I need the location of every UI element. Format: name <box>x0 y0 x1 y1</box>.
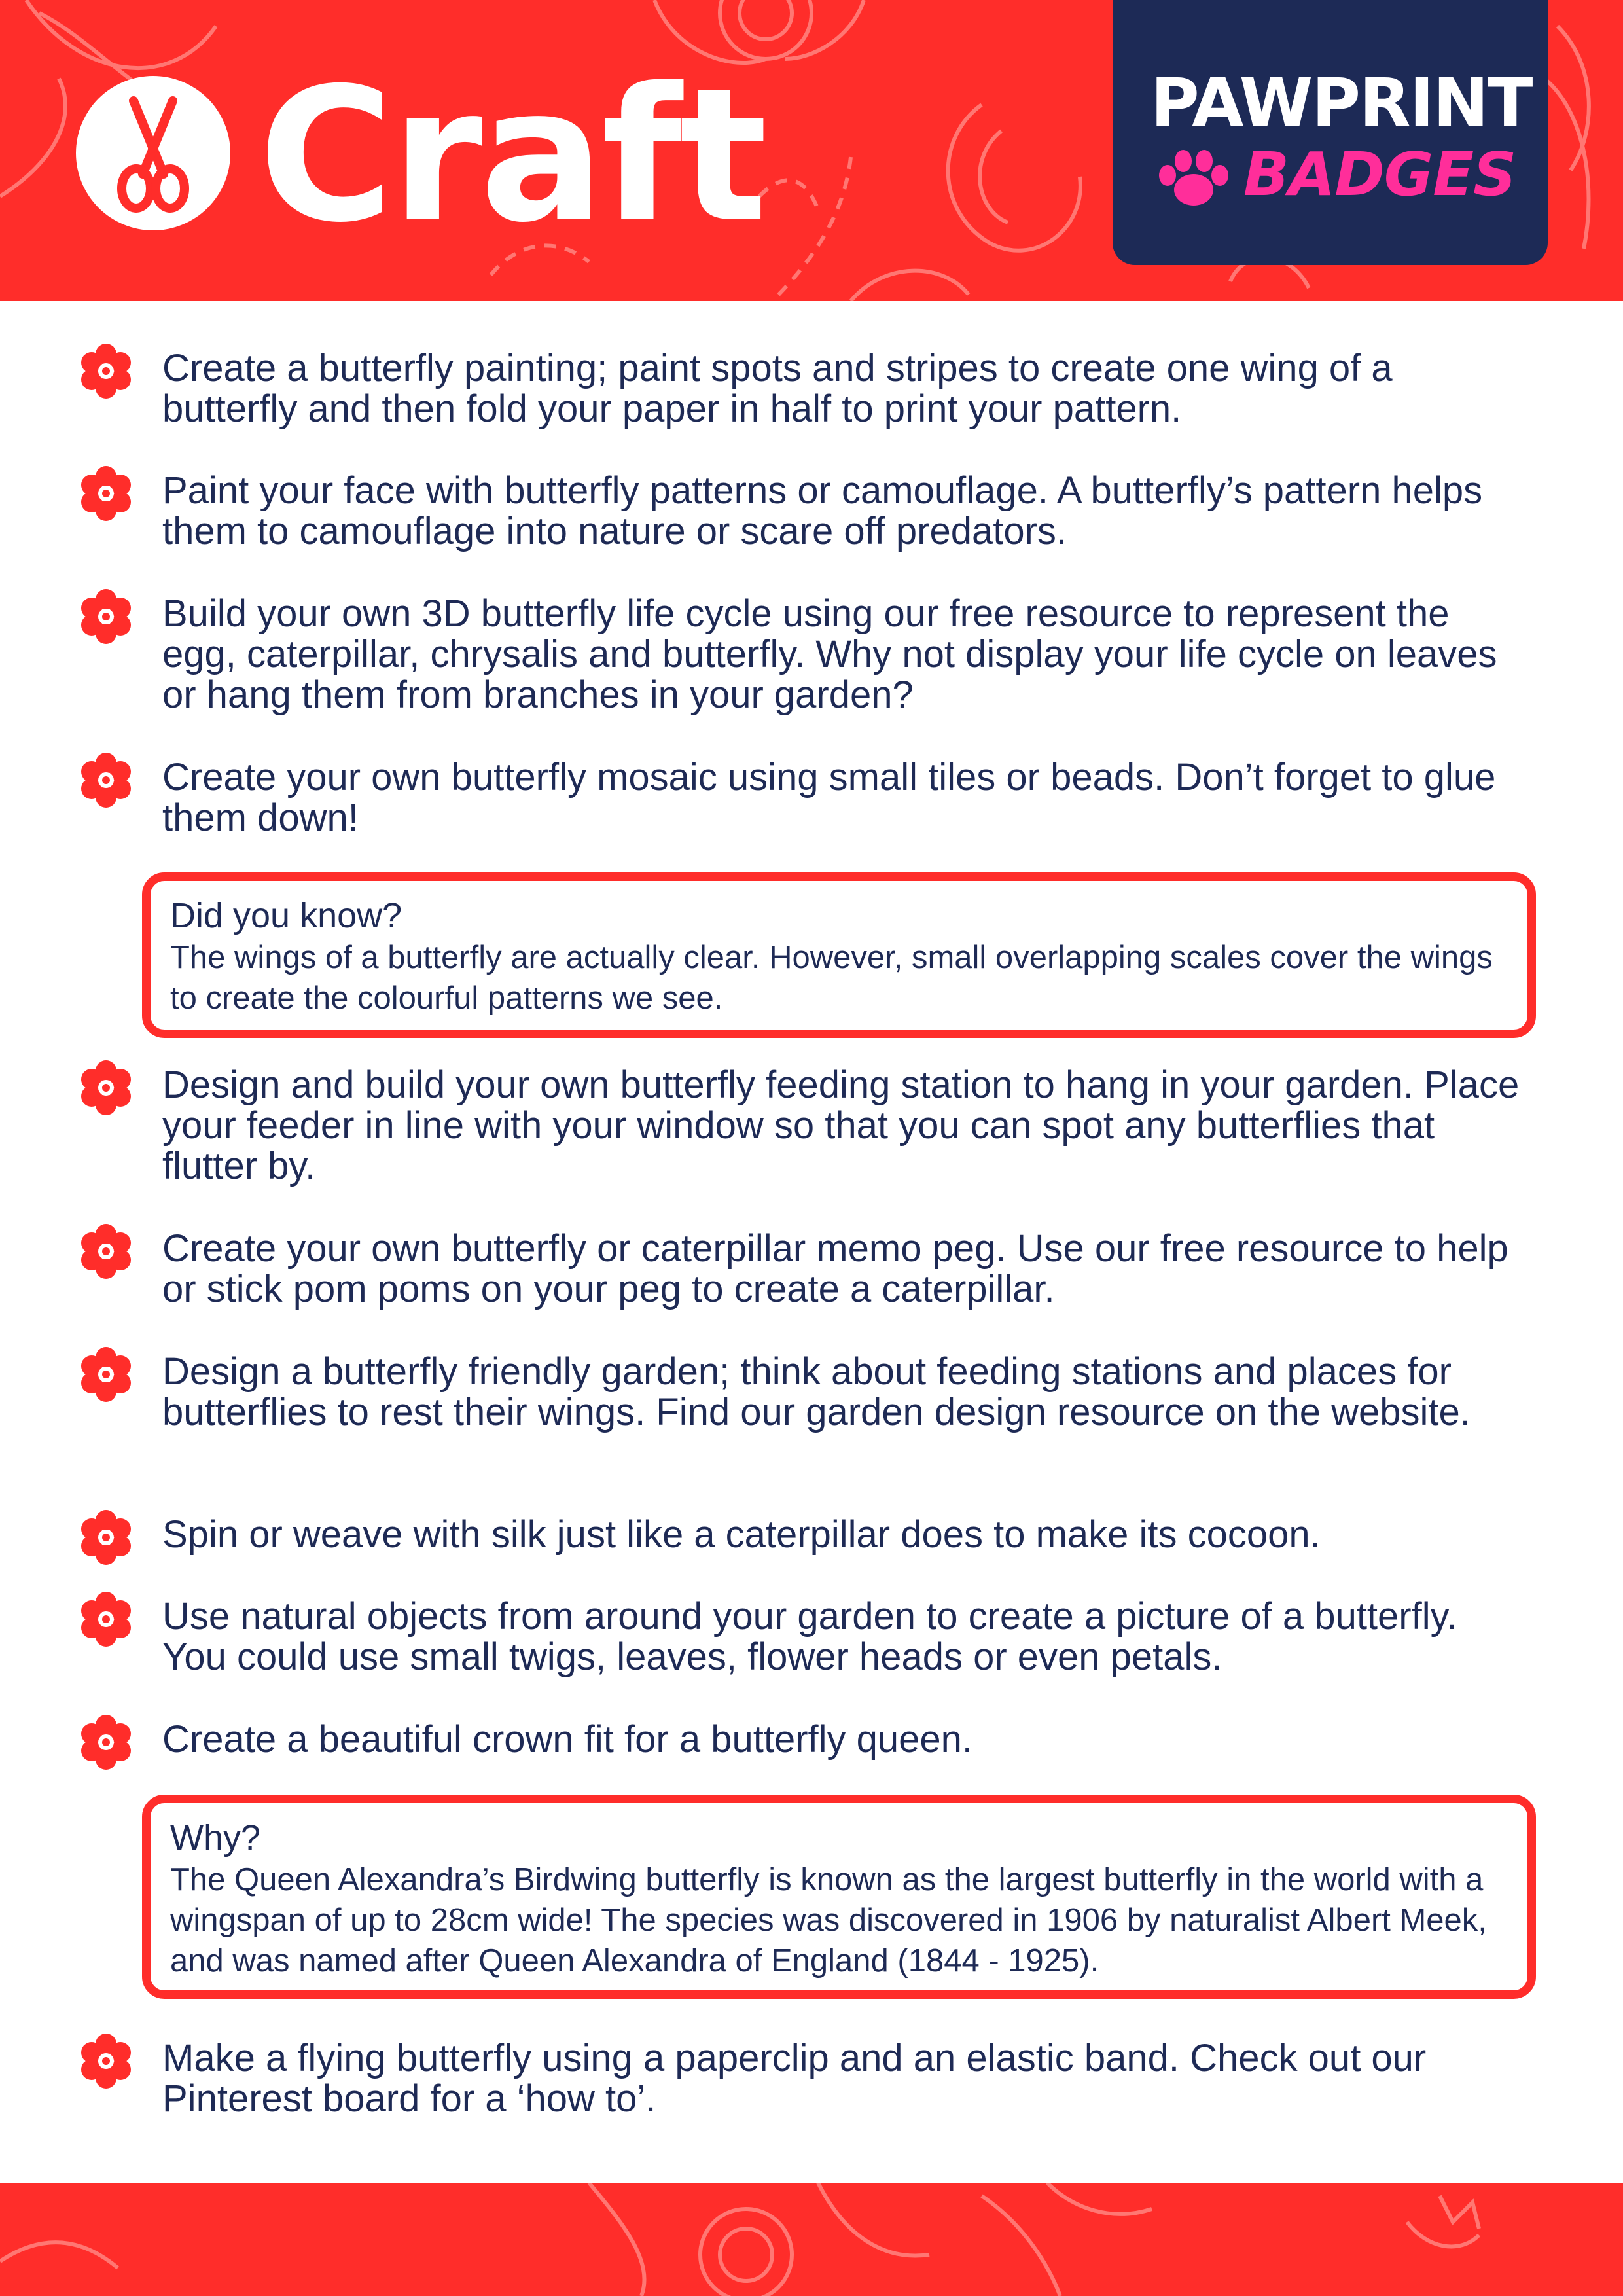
flower-bullet-icon <box>77 2032 135 2090</box>
callout-title: Did you know? <box>170 896 402 935</box>
list-item: Create your own butterfly or caterpillar memo peg. Use our free resource to help or stick pom poms on your peg to create a caterpillar. <box>162 1227 1508 1310</box>
scissors-icon <box>76 76 230 230</box>
flower-bullet-icon <box>77 1590 135 1648</box>
scissors-badge <box>76 76 230 230</box>
brand-name-line2: BADGES <box>1243 139 1516 209</box>
did-you-know-callout <box>142 872 1536 1038</box>
flower-bullet-icon <box>77 751 135 809</box>
paw-print-icon <box>1152 148 1230 213</box>
list-item: Create a butterfly painting; paint spots and stripes to create one wing of a butterfly and then fold your paper in half to print your pattern. <box>162 347 1393 430</box>
callout-body: The wings of a butterfly are actually clear. However, small overlapping scales cover the wings to create the colourful patterns we see. <box>170 940 1493 1016</box>
list-item: Spin or weave with silk just like a caterpillar does to make its cocoon. <box>162 1513 1321 1556</box>
flower-bullet-icon <box>77 1059 135 1117</box>
list-item: Create a beautiful crown fit for a butterfly queen. <box>162 1718 973 1761</box>
why-callout <box>142 1795 1536 1999</box>
flower-bullet-icon <box>77 1713 135 1771</box>
list-item: Make a flying butterfly using a paperclip and an elastic band. Check out our Pinterest board for a ‘how to’. <box>162 2037 1427 2120</box>
floral-pattern-decoration <box>0 2183 1623 2296</box>
list-item: Paint your face with butterfly patterns or camouflage. A butterfly’s pattern helps them to camouflage into nature or scare off predators. <box>162 469 1483 552</box>
footer-banner <box>0 2183 1623 2296</box>
flower-bullet-icon <box>77 465 135 522</box>
flower-bullet-icon <box>77 588 135 645</box>
list-item: Design and build your own butterfly feeding station to hang in your garden. Place your feeder in line with your window so that you can spot any butterflies that flutter by. <box>162 1064 1520 1187</box>
flower-bullet-icon <box>77 1223 135 1280</box>
list-item: Design a butterfly friendly garden; think about feeding stations and places for butterflies to rest their wings. Find our garden design resource on the website. <box>162 1350 1471 1433</box>
callout-title: Why? <box>170 1818 261 1857</box>
list-item: Build your own 3D butterfly life cycle using our free resource to represent the egg, caterpillar, chrysalis and butterfly. Why not display your life cycle on leaves or hang them from branches in your garden? <box>162 592 1497 716</box>
header-banner <box>0 0 1623 301</box>
flower-bullet-icon <box>77 342 135 400</box>
list-item: Create your own butterfly mosaic using small tiles or beads. Don’t forget to glue them down! <box>162 756 1496 839</box>
list-item: Use natural objects from around your garden to create a picture of a butterfly. You could use small twigs, leaves, flower heads or even petals. <box>162 1595 1457 1678</box>
page-title: Craft <box>259 48 765 263</box>
brand-name-line1: PAWPRINT <box>1150 64 1532 142</box>
flower-bullet-icon <box>77 1509 135 1566</box>
callout-body: The Queen Alexandra’s Birdwing butterfly is known as the largest butterfly in the world with a wingspan of up to 28cm wide! The species was discovered in 1906 by naturalist Albert Meek, and was named after Queen Alexandra of England (1844 - 1925). <box>170 1862 1487 1979</box>
brand-logo <box>1113 0 1548 265</box>
flower-bullet-icon <box>77 1346 135 1403</box>
